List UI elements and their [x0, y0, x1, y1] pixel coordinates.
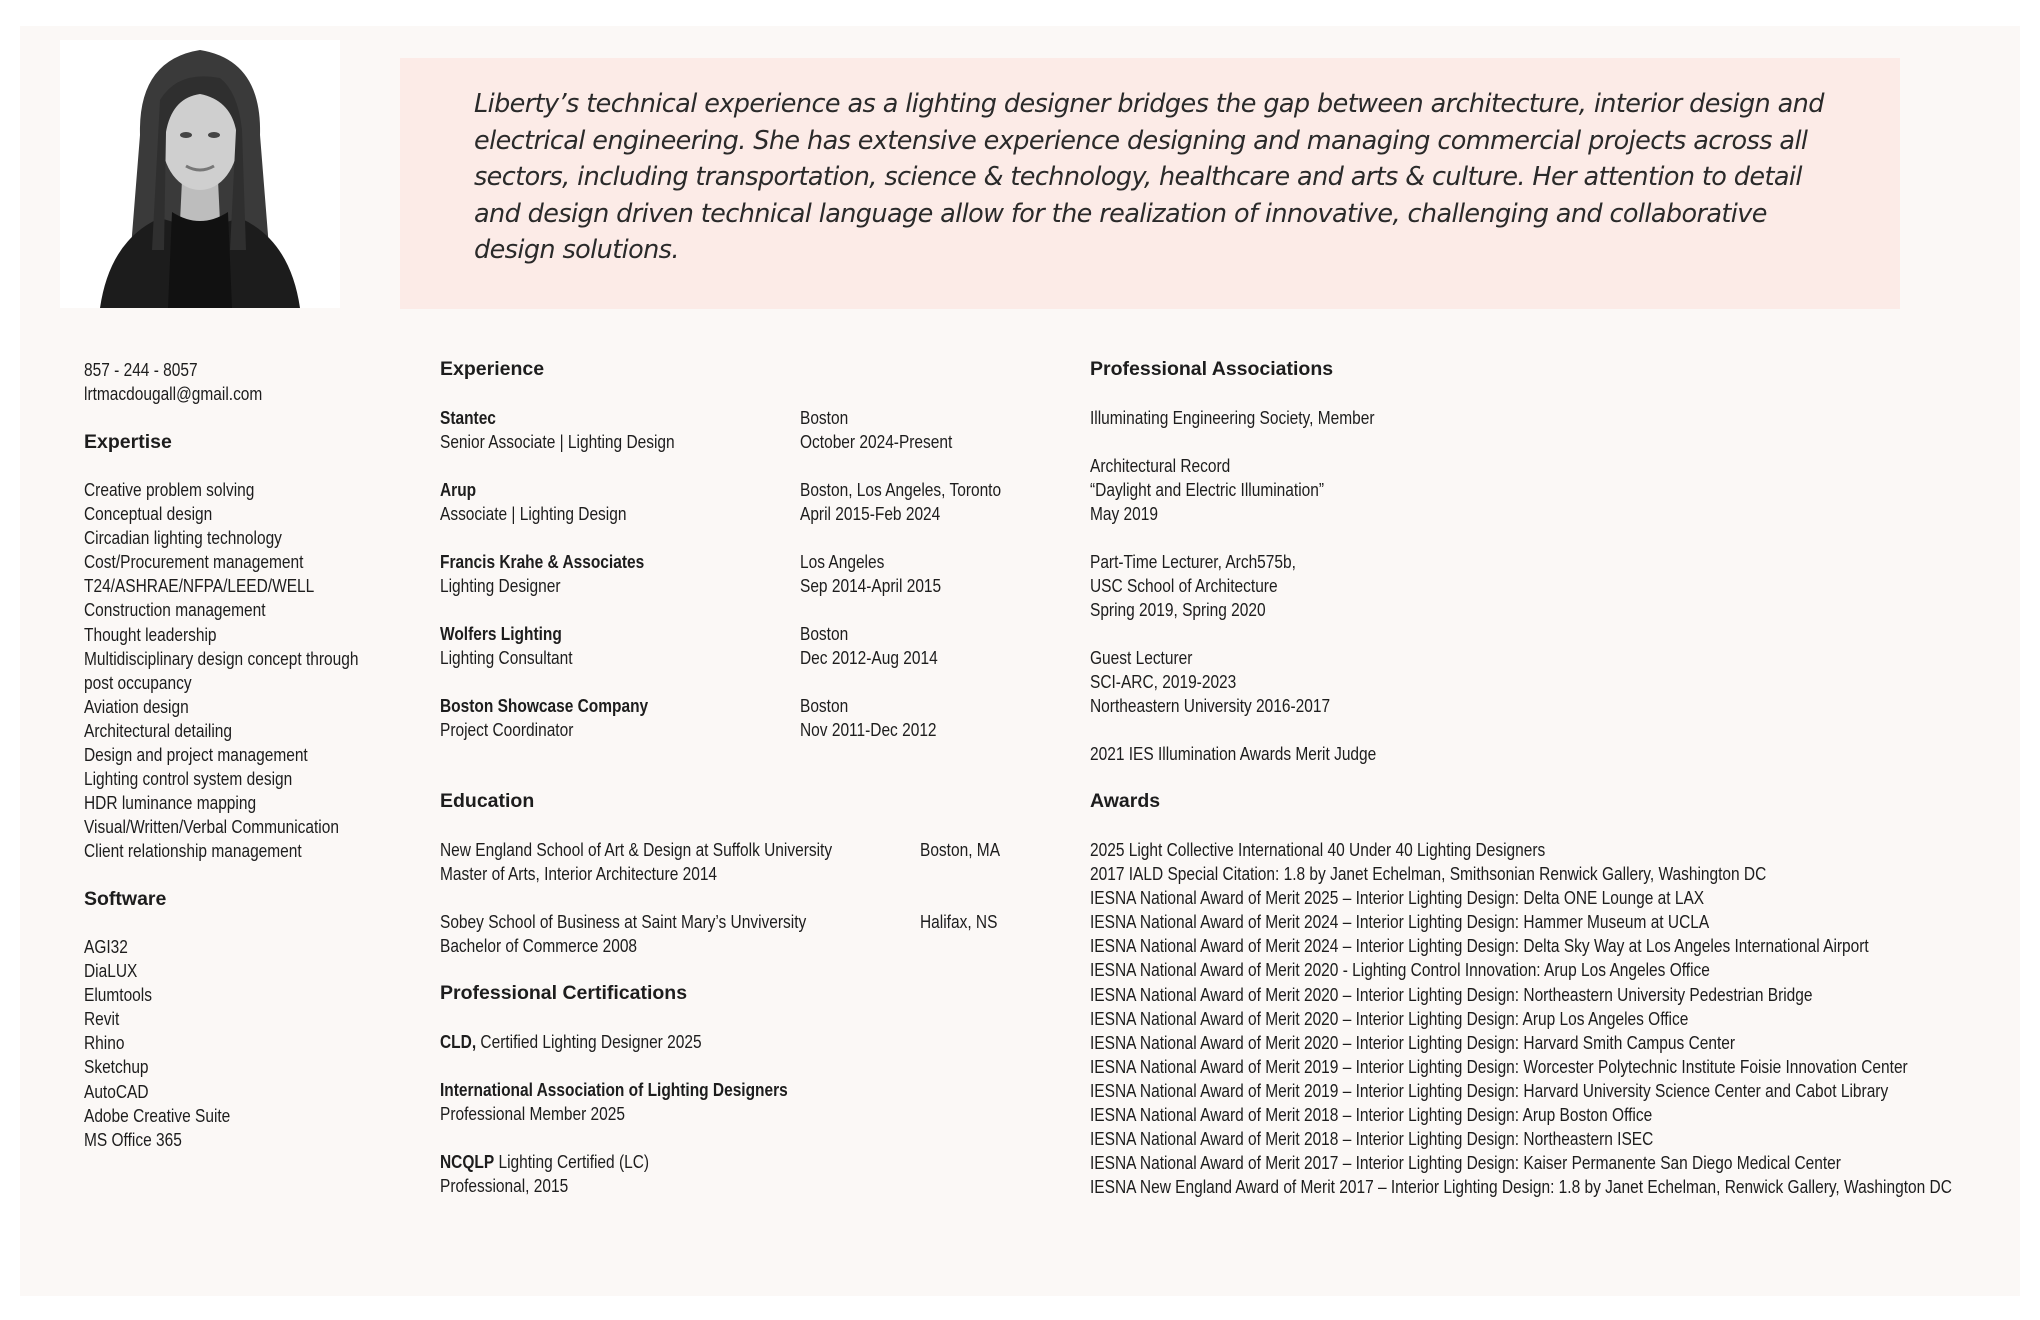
job-company: Boston Showcase Company — [440, 696, 649, 716]
association-line: May 2019 — [1090, 504, 1158, 525]
association-line: USC School of Architecture — [1090, 576, 1278, 597]
association-line: SCI-ARC, 2019-2023 — [1090, 672, 1237, 693]
association-judge: 2021 IES Illumination Awards Merit Judge — [1090, 744, 1377, 764]
software-item: Adobe Creative Suite — [84, 1105, 231, 1126]
job-company: Francis Krahe & Associates — [440, 552, 645, 572]
association-lecturer — [1090, 550, 1296, 622]
award-item: IESNA National Award of Merit 2024 – Interior Lighting Design: Hammer Museum at UCLA — [1090, 912, 1710, 933]
expertise-item: Cost/Procurement management — [84, 552, 304, 573]
job-location: Los Angeles — [800, 552, 885, 572]
cert-ncqlp-line2: Professional, 2015 — [440, 1176, 569, 1196]
award-item: IESNA National Award of Merit 2019 – Interior Lighting Design: Worcester Polytechnic Institute Foisie Innovation Center — [1090, 1056, 1908, 1077]
cert-ncqlp-desc: Lighting Certified (LC) — [494, 1152, 650, 1172]
award-item: IESNA National Award of Merit 2018 – Interior Lighting Design: Northeastern ISEC — [1090, 1129, 1654, 1150]
expertise-item: post occupancy — [84, 672, 192, 693]
bio-line: design solutions. — [474, 235, 679, 265]
expertise-item: Creative problem solving — [84, 480, 255, 500]
award-item: IESNA National Award of Merit 2020 - Lighting Control Innovation: Arup Los Angeles Office — [1090, 960, 1710, 981]
expertise-item: Aviation design — [84, 696, 189, 717]
job-dates: October 2024-Present — [800, 432, 953, 452]
job-dates: Sep 2014-April 2015 — [800, 576, 942, 596]
bio-line: Liberty’s technical experience as a lighting designer bridges the gap between architecture, interior design and — [474, 89, 1824, 119]
job-location: Boston — [800, 624, 849, 644]
award-item: 2017 IALD Special Citation: 1.8 by Janet Echelman, Smithsonian Renwick Gallery, Washington DC — [1090, 864, 1767, 885]
bio-line: sectors, including transportation, science & technology, healthcare and arts & culture. Her attention to detail — [474, 162, 1802, 192]
job-dates: Dec 2012-Aug 2014 — [800, 648, 938, 668]
job-company: Wolfers Lighting — [440, 624, 562, 644]
association-item: Illuminating Engineering Society, Member — [1090, 408, 1375, 428]
award-item: IESNA National Award of Merit 2020 – Interior Lighting Design: Northeastern University Pedestrian Bridge — [1090, 984, 1813, 1005]
experience-heading: Experience — [440, 358, 545, 380]
association-line: Northeastern University 2016-2017 — [1090, 696, 1331, 717]
association-line: “Daylight and Electric Illumination” — [1090, 480, 1325, 501]
expertise-item: Circadian lighting technology — [84, 528, 282, 549]
software-item: Elumtools — [84, 985, 152, 1006]
job-role: Associate | Lighting Design — [440, 504, 627, 524]
software-list — [84, 935, 230, 1152]
award-item: IESNA National Award of Merit 2018 – Interior Lighting Design: Arup Boston Office — [1090, 1105, 1653, 1126]
cert-cld — [440, 1030, 702, 1054]
association-line: Guest Lecturer — [1090, 648, 1193, 668]
software-item: MS Office 365 — [84, 1129, 182, 1150]
association-line: Spring 2019, Spring 2020 — [1090, 600, 1266, 621]
award-item: IESNA National Award of Merit 2020 – Interior Lighting Design: Arup Los Angeles Office — [1090, 1008, 1689, 1029]
software-item: Sketchup — [84, 1057, 149, 1078]
bio-line: electrical engineering. She has extensive experience designing and managing commercial projects across all — [474, 125, 1808, 156]
job-location: Boston — [800, 696, 849, 716]
software-item: Rhino — [84, 1033, 125, 1054]
portrait-photo — [60, 40, 340, 308]
awards-list — [1090, 838, 1952, 1199]
association-guest — [1090, 646, 1330, 718]
expertise-item: Architectural detailing — [84, 720, 233, 741]
job-dates: April 2015-Feb 2024 — [800, 504, 941, 524]
portrait-image — [60, 40, 340, 308]
expertise-item: T24/ASHRAE/NFPA/LEED/WELL — [84, 576, 315, 597]
expertise-item: Conceptual design — [84, 504, 213, 525]
school-name: New England School of Art & Design at Suffolk University — [440, 840, 833, 860]
school-location: Boston, MA — [920, 840, 1001, 860]
job-location: Boston, Los Angeles, Toronto — [800, 480, 1002, 500]
job-company: Stantec — [440, 408, 496, 428]
association-line: Part-Time Lecturer, Arch575b, — [1090, 552, 1296, 572]
software-heading: Software — [84, 888, 167, 910]
cert-ncqlp-title: NCQLP — [440, 1152, 495, 1172]
association-line: Architectural Record — [1090, 456, 1231, 476]
school-name: Sobey School of Business at Saint Mary’s Unviversity — [440, 912, 807, 932]
associations-heading: Professional Associations — [1090, 358, 1334, 380]
software-item: AGI32 — [84, 937, 128, 957]
expertise-item: Construction management — [84, 600, 266, 621]
award-item: 2025 Light Collective International 40 Under 40 Lighting Designers — [1090, 840, 1546, 860]
award-item: IESNA National Award of Merit 2020 – Interior Lighting Design: Harvard Smith Campus Center — [1090, 1032, 1736, 1053]
expertise-item: Visual/Written/Verbal Communication — [84, 817, 339, 838]
job-location: Boston — [800, 408, 849, 428]
job-role: Project Coordinator — [440, 720, 574, 740]
cert-ncqlp — [440, 1150, 649, 1174]
job-role: Lighting Consultant — [440, 648, 573, 668]
job-role: Lighting Designer — [440, 576, 561, 596]
school-location: Halifax, NS — [920, 912, 998, 932]
cert-iald-desc: Professional Member 2025 — [440, 1104, 626, 1124]
award-item: IESNA National Award of Merit 2025 – Interior Lighting Design: Delta ONE Lounge at LAX — [1090, 888, 1705, 909]
bio-lines — [474, 86, 1834, 269]
award-item: IESNA National Award of Merit 2017 – Interior Lighting Design: Kaiser Permanente San Diego Medical Center — [1090, 1153, 1841, 1174]
expertise-item: Client relationship management — [84, 841, 302, 862]
cert-iald-title: International Association of Lighting Designers — [440, 1080, 788, 1100]
association-record — [1090, 454, 1324, 526]
contact-email[interactable]: lrtmacdougall@gmail.com — [84, 384, 263, 404]
software-item: DiaLUX — [84, 961, 138, 982]
bio-line: and design driven technical language allow for the realization of innovative, challenging and collaborative — [474, 198, 1767, 229]
cert-cld-desc: Certified Lighting Designer 2025 — [476, 1032, 702, 1052]
education-heading: Education — [440, 790, 535, 812]
expertise-item: Lighting control system design — [84, 769, 293, 790]
software-item: AutoCAD — [84, 1081, 149, 1102]
school-degree: Bachelor of Commerce 2008 — [440, 936, 638, 956]
contact-phone: 857 - 244 - 8057 — [84, 360, 198, 380]
expertise-item: HDR luminance mapping — [84, 793, 257, 814]
expertise-list — [84, 478, 359, 864]
expertise-item: Multidisciplinary design concept through — [84, 648, 359, 669]
job-dates: Nov 2011-Dec 2012 — [800, 720, 937, 740]
job-role: Senior Associate | Lighting Design — [440, 432, 675, 452]
expertise-item: Design and project management — [84, 745, 308, 766]
cert-cld-title: CLD, — [440, 1032, 477, 1052]
award-item: IESNA National Award of Merit 2024 – Interior Lighting Design: Delta Sky Way at Los Angeles International Airport — [1090, 936, 1869, 957]
expertise-item: Thought leadership — [84, 624, 217, 645]
awards-heading: Awards — [1090, 790, 1161, 812]
expertise-heading: Expertise — [84, 431, 172, 453]
software-item: Revit — [84, 1009, 120, 1030]
award-item: IESNA New England Award of Merit 2017 – Interior Lighting Design: 1.8 by Janet Echelman, Renwick Gallery, Washington DC — [1090, 1177, 1952, 1198]
bio-statement — [400, 58, 1900, 309]
certifications-heading: Professional Certifications — [440, 982, 688, 1004]
school-degree: Master of Arts, Interior Architecture 2014 — [440, 864, 718, 884]
award-item: IESNA National Award of Merit 2019 – Interior Lighting Design: Harvard University Science Center and Cabot Library — [1090, 1080, 1889, 1101]
job-company: Arup — [440, 480, 477, 500]
